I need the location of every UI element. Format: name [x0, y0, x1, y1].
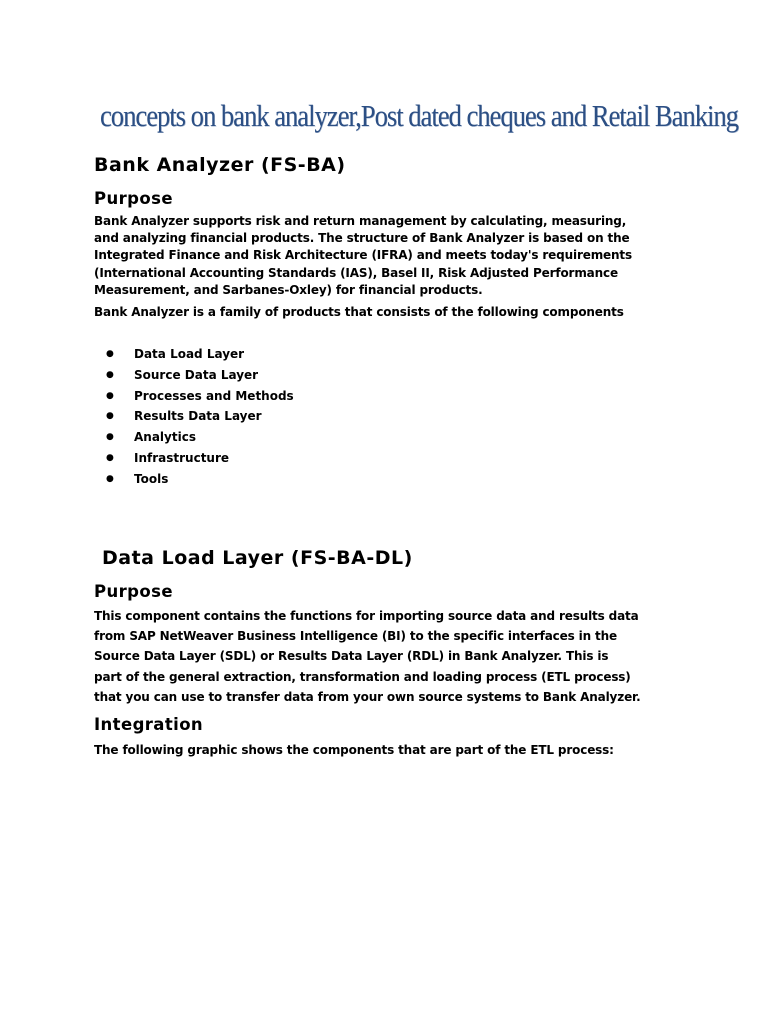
bullet-icon: ●	[106, 390, 114, 401]
list-item-label: Processes and Methods	[134, 388, 294, 403]
paragraph-line: that you can use to transfer data from your own source systems to Bank Analyzer.	[94, 689, 641, 704]
paragraph-line: from SAP NetWeaver Business Intelligence (BI) to the specific interfaces in the	[94, 629, 617, 644]
integration-text: The following graphic shows the components that are part of the ETL process:	[94, 743, 614, 757]
list-item-label: Analytics	[134, 430, 196, 445]
purpose-paragraph-2	[94, 606, 694, 707]
list-item	[106, 386, 294, 407]
document-title: concepts on bank analyzer,Post dated cheques and Retail Banking	[100, 98, 738, 133]
paragraph-line: Integrated Finance and Risk Architecture (IFRA) and meets today's requirements	[94, 248, 633, 263]
bullet-icon: ●	[106, 369, 114, 380]
list-item-label: Infrastructure	[134, 450, 230, 465]
list-item	[106, 365, 294, 386]
list-item	[106, 469, 294, 490]
subheading-purpose-2: Purpose	[94, 582, 173, 601]
list-item	[106, 406, 294, 427]
section-heading-data-load-layer: Data Load Layer (FS-BA-DL)	[102, 547, 413, 569]
list-item	[106, 344, 294, 365]
list-item	[106, 448, 294, 469]
paragraph-line: Source Data Layer (SDL) or Results Data Layer (RDL) in Bank Analyzer. This is	[94, 649, 609, 664]
list-item-label: Tools	[134, 471, 169, 486]
list-item-label: Source Data Layer	[134, 367, 259, 382]
bullet-icon: ●	[106, 349, 114, 359]
subheading-integration: Integration	[94, 715, 204, 734]
paragraph-line: This component contains the functions for importing source data and results data	[94, 609, 639, 623]
list-item-label: Data Load Layer	[134, 347, 245, 361]
section-heading-bank-analyzer: Bank Analyzer (FS-BA)	[94, 154, 346, 176]
paragraph-line: (International Accounting Standards (IAS), Basel II, Risk Adjusted Performance	[94, 265, 618, 280]
bullet-icon: ●	[106, 411, 114, 422]
bullet-icon: ●	[106, 452, 114, 463]
bullet-icon: ●	[106, 473, 114, 484]
purpose-paragraph-1	[94, 213, 694, 299]
subheading-purpose-1: Purpose	[94, 189, 173, 208]
list-item-label: Results Data Layer	[134, 409, 262, 424]
list-item	[106, 427, 294, 448]
paragraph-line: Bank Analyzer supports risk and return management by calculating, measuring,	[94, 214, 627, 228]
components-intro: Bank Analyzer is a family of products that consists of the following components	[94, 305, 624, 319]
components-list	[106, 344, 294, 490]
paragraph-line: Measurement, and Sarbanes-Oxley) for financial products.	[94, 282, 483, 297]
paragraph-line: part of the general extraction, transformation and loading process (ETL process)	[94, 669, 631, 684]
bullet-icon: ●	[106, 432, 114, 443]
paragraph-line: and analyzing financial products. The structure of Bank Analyzer is based on the	[94, 231, 630, 246]
